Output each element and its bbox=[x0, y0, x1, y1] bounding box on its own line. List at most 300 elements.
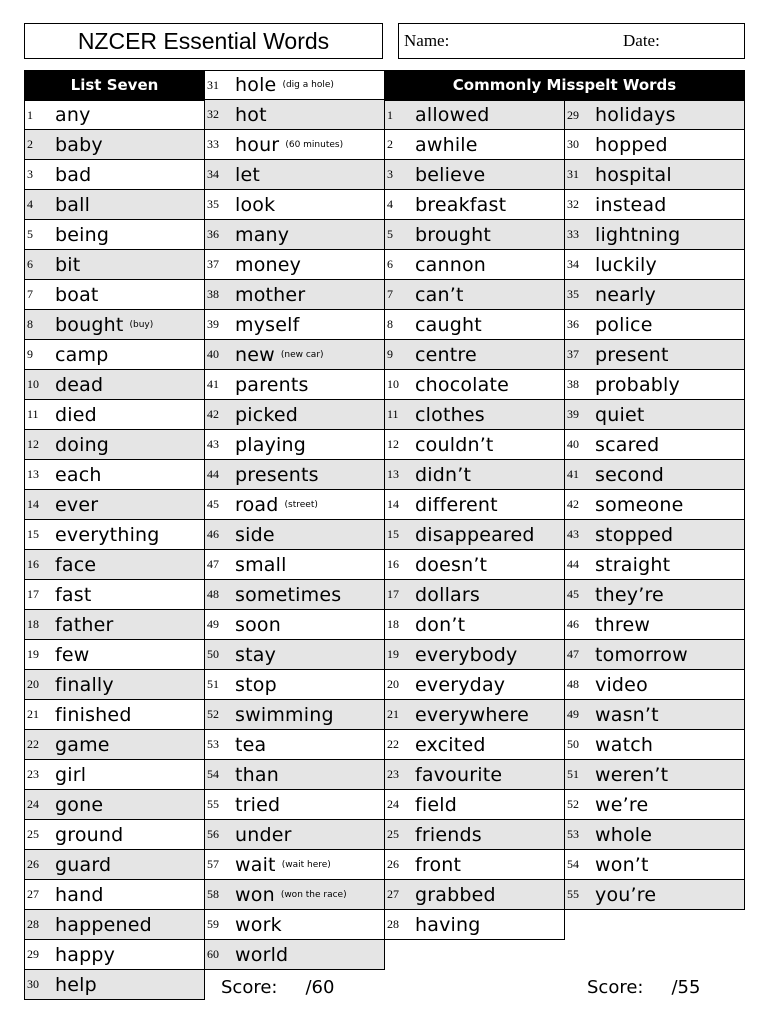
word-row bbox=[384, 760, 565, 790]
word-row bbox=[24, 760, 205, 790]
word-number: 10 bbox=[27, 377, 39, 391]
word-note: (street) bbox=[284, 499, 318, 510]
word-number: 40 bbox=[207, 347, 219, 361]
word-row bbox=[204, 730, 385, 760]
word-number: 17 bbox=[387, 587, 399, 601]
misspelt-heading: Commonly Misspelt Words bbox=[384, 70, 745, 100]
word-text: doing bbox=[55, 433, 110, 456]
word-number: 47 bbox=[567, 647, 579, 661]
word-number: 18 bbox=[27, 617, 39, 631]
word-row bbox=[564, 460, 745, 490]
word-text: everyday bbox=[415, 673, 506, 696]
word-row bbox=[24, 970, 205, 1000]
word-row bbox=[204, 820, 385, 850]
word-row bbox=[24, 490, 205, 520]
word-row bbox=[564, 790, 745, 820]
word-number: 49 bbox=[207, 617, 219, 631]
word-text: happened bbox=[55, 913, 152, 936]
word-row bbox=[564, 430, 745, 460]
word-row bbox=[384, 220, 565, 250]
word-number: 14 bbox=[27, 497, 39, 511]
word-number: 39 bbox=[207, 317, 219, 331]
word-row bbox=[24, 790, 205, 820]
word-text: sometimes bbox=[235, 583, 342, 606]
score-total: /60 bbox=[305, 977, 335, 998]
word-number: 51 bbox=[207, 677, 219, 691]
word-number: 37 bbox=[567, 347, 579, 361]
word-row bbox=[204, 70, 385, 100]
word-row bbox=[384, 670, 565, 700]
word-row bbox=[204, 220, 385, 250]
word-row bbox=[564, 550, 745, 580]
word-number: 40 bbox=[567, 437, 579, 451]
word-row bbox=[564, 730, 745, 760]
word-row bbox=[564, 250, 745, 280]
word-row bbox=[384, 610, 565, 640]
word-row bbox=[204, 790, 385, 820]
word-number: 17 bbox=[27, 587, 39, 601]
word-number: 7 bbox=[27, 287, 33, 301]
word-text: grabbed bbox=[415, 883, 496, 906]
word-number: 13 bbox=[387, 467, 399, 481]
list-seven-heading: List Seven bbox=[24, 70, 205, 100]
word-row bbox=[24, 550, 205, 580]
word-row bbox=[384, 250, 565, 280]
word-row bbox=[204, 160, 385, 190]
word-row bbox=[24, 340, 205, 370]
word-number: 59 bbox=[207, 917, 219, 931]
word-row bbox=[564, 310, 745, 340]
word-text: holidays bbox=[595, 104, 676, 126]
word-text: clothes bbox=[415, 403, 485, 426]
word-row bbox=[204, 610, 385, 640]
word-row bbox=[204, 460, 385, 490]
word-number: 21 bbox=[387, 707, 399, 721]
word-text: second bbox=[595, 463, 664, 486]
word-text: straight bbox=[595, 553, 671, 576]
word-row bbox=[384, 820, 565, 850]
word-number: 3 bbox=[387, 167, 393, 181]
word-row bbox=[564, 610, 745, 640]
word-row bbox=[384, 160, 565, 190]
word-text: picked bbox=[235, 403, 299, 426]
word-text: soon bbox=[235, 613, 281, 636]
word-row bbox=[564, 280, 745, 310]
word-row bbox=[24, 850, 205, 880]
word-text: face bbox=[55, 553, 97, 576]
word-number: 18 bbox=[387, 617, 399, 631]
word-number: 60 bbox=[207, 947, 219, 961]
word-text: field bbox=[415, 793, 457, 816]
word-number: 9 bbox=[27, 347, 33, 361]
word-text: stopped bbox=[595, 523, 674, 546]
word-number: 5 bbox=[27, 227, 33, 241]
word-text: world bbox=[235, 943, 289, 966]
word-row bbox=[24, 610, 205, 640]
word-text: swimming bbox=[235, 703, 334, 726]
page-title: NZCER Essential Words bbox=[24, 23, 383, 59]
word-text: money bbox=[235, 253, 302, 276]
word-text: died bbox=[55, 403, 97, 426]
word-number: 22 bbox=[387, 737, 399, 751]
word-row bbox=[24, 820, 205, 850]
word-number: 44 bbox=[207, 467, 219, 481]
word-row bbox=[564, 340, 745, 370]
word-text: hand bbox=[55, 883, 104, 906]
word-number: 45 bbox=[567, 587, 579, 601]
word-number: 47 bbox=[207, 557, 219, 571]
word-text: threw bbox=[595, 613, 651, 636]
word-row bbox=[204, 400, 385, 430]
word-row bbox=[564, 880, 745, 910]
word-number: 20 bbox=[387, 677, 399, 691]
word-number: 39 bbox=[567, 407, 579, 421]
word-note: (60 minutes) bbox=[285, 139, 344, 150]
word-number: 16 bbox=[387, 557, 399, 571]
word-text: fast bbox=[55, 583, 92, 606]
word-number: 55 bbox=[207, 797, 219, 811]
word-text: caught bbox=[415, 313, 482, 336]
word-text: believe bbox=[415, 163, 486, 186]
word-number: 48 bbox=[207, 587, 219, 601]
word-text: look bbox=[235, 193, 276, 216]
name-label: Name: bbox=[404, 31, 450, 50]
word-number: 49 bbox=[567, 707, 579, 721]
word-number: 15 bbox=[27, 527, 39, 541]
word-row bbox=[204, 520, 385, 550]
word-row bbox=[564, 580, 745, 610]
word-number: 23 bbox=[27, 767, 39, 781]
word-number: 10 bbox=[387, 377, 399, 391]
word-row bbox=[384, 280, 565, 310]
word-row bbox=[564, 640, 745, 670]
word-number: 34 bbox=[567, 257, 579, 271]
word-text: you’re bbox=[595, 883, 657, 906]
word-row bbox=[564, 520, 745, 550]
word-number: 25 bbox=[27, 827, 39, 841]
word-text: road bbox=[235, 493, 279, 516]
word-row bbox=[24, 670, 205, 700]
word-number: 24 bbox=[387, 797, 399, 811]
word-text: baby bbox=[55, 133, 103, 156]
word-text: than bbox=[235, 763, 279, 786]
word-row bbox=[564, 670, 745, 700]
score-total: /55 bbox=[671, 977, 701, 998]
word-row bbox=[384, 130, 565, 160]
word-number: 46 bbox=[207, 527, 219, 541]
word-number: 20 bbox=[27, 677, 39, 691]
word-row bbox=[384, 490, 565, 520]
word-number: 24 bbox=[27, 797, 39, 811]
word-text: let bbox=[235, 163, 261, 186]
word-row bbox=[24, 100, 205, 130]
word-row bbox=[384, 700, 565, 730]
word-text: help bbox=[55, 973, 97, 996]
word-number: 1 bbox=[27, 107, 33, 122]
word-number: 5 bbox=[387, 227, 393, 241]
word-text: ball bbox=[55, 193, 91, 216]
word-number: 56 bbox=[207, 827, 219, 841]
word-row bbox=[24, 700, 205, 730]
word-row bbox=[564, 700, 745, 730]
word-row bbox=[564, 760, 745, 790]
word-row bbox=[204, 100, 385, 130]
word-number: 48 bbox=[567, 677, 579, 691]
word-text: tea bbox=[235, 733, 267, 756]
word-text: tried bbox=[235, 793, 281, 816]
word-row bbox=[24, 910, 205, 940]
word-number: 3 bbox=[27, 167, 33, 181]
word-text: instead bbox=[595, 193, 667, 216]
word-row bbox=[384, 880, 565, 910]
word-text: camp bbox=[55, 343, 109, 366]
word-text: couldn’t bbox=[415, 433, 494, 456]
word-row bbox=[384, 190, 565, 220]
word-text: hour bbox=[235, 133, 280, 156]
word-row bbox=[384, 640, 565, 670]
word-row bbox=[384, 850, 565, 880]
word-row bbox=[204, 490, 385, 520]
word-row bbox=[204, 640, 385, 670]
word-row bbox=[204, 190, 385, 220]
misspelt-column-2 bbox=[564, 100, 745, 910]
score-label: Score: bbox=[587, 977, 644, 998]
word-row bbox=[564, 220, 745, 250]
word-text: probably bbox=[595, 373, 680, 396]
word-row bbox=[24, 730, 205, 760]
word-number: 34 bbox=[207, 167, 219, 181]
word-number: 31 bbox=[207, 77, 219, 92]
word-text: can’t bbox=[415, 283, 464, 306]
word-number: 26 bbox=[387, 857, 399, 871]
list-seven-column-1 bbox=[24, 70, 205, 1000]
word-text: present bbox=[595, 343, 669, 366]
word-text: video bbox=[595, 673, 648, 696]
word-row bbox=[384, 100, 565, 130]
word-text: hopped bbox=[595, 133, 668, 156]
misspelt-score bbox=[587, 977, 700, 998]
word-row bbox=[564, 820, 745, 850]
word-row bbox=[204, 850, 385, 880]
word-number: 55 bbox=[567, 887, 579, 901]
word-number: 9 bbox=[387, 347, 393, 361]
word-number: 33 bbox=[567, 227, 579, 241]
word-text: didn’t bbox=[415, 463, 472, 486]
word-row bbox=[24, 880, 205, 910]
word-number: 38 bbox=[207, 287, 219, 301]
word-row bbox=[384, 400, 565, 430]
word-row bbox=[24, 280, 205, 310]
word-number: 28 bbox=[27, 917, 39, 931]
word-row bbox=[24, 640, 205, 670]
word-number: 27 bbox=[27, 887, 39, 901]
word-number: 12 bbox=[387, 437, 399, 451]
word-text: parents bbox=[235, 373, 309, 396]
word-text: front bbox=[415, 853, 462, 876]
date-label: Date: bbox=[623, 31, 660, 50]
word-note: (wait here) bbox=[281, 859, 331, 870]
word-row bbox=[204, 940, 385, 970]
word-number: 43 bbox=[567, 527, 579, 541]
word-text: dead bbox=[55, 373, 104, 396]
word-number: 29 bbox=[567, 107, 579, 122]
word-number: 46 bbox=[567, 617, 579, 631]
word-text: hole bbox=[235, 74, 277, 96]
word-row bbox=[564, 490, 745, 520]
word-number: 16 bbox=[27, 557, 39, 571]
word-row bbox=[204, 280, 385, 310]
word-text: guard bbox=[55, 853, 112, 876]
word-number: 45 bbox=[207, 497, 219, 511]
word-text: different bbox=[415, 493, 498, 516]
word-number: 43 bbox=[207, 437, 219, 451]
word-text: someone bbox=[595, 493, 684, 516]
word-text: work bbox=[235, 913, 282, 936]
word-text: we’re bbox=[595, 793, 649, 816]
word-text: awhile bbox=[415, 133, 478, 156]
word-row bbox=[384, 340, 565, 370]
word-text: lightning bbox=[595, 223, 681, 246]
word-number: 25 bbox=[387, 827, 399, 841]
word-number: 53 bbox=[207, 737, 219, 751]
word-number: 42 bbox=[207, 407, 219, 421]
word-text: boat bbox=[55, 283, 99, 306]
word-text: few bbox=[55, 643, 90, 666]
word-number: 38 bbox=[567, 377, 579, 391]
score-label: Score: bbox=[221, 977, 278, 998]
word-number: 52 bbox=[567, 797, 579, 811]
word-number: 11 bbox=[387, 407, 399, 421]
word-number: 44 bbox=[567, 557, 579, 571]
word-row bbox=[24, 580, 205, 610]
word-row bbox=[24, 370, 205, 400]
word-row bbox=[564, 100, 745, 130]
word-text: won’t bbox=[595, 853, 649, 876]
word-row bbox=[384, 310, 565, 340]
word-text: being bbox=[55, 223, 110, 246]
word-text: ever bbox=[55, 493, 99, 516]
word-row bbox=[384, 370, 565, 400]
word-row bbox=[384, 580, 565, 610]
word-number: 30 bbox=[567, 137, 579, 151]
word-row bbox=[204, 340, 385, 370]
word-number: 57 bbox=[207, 857, 219, 871]
word-number: 31 bbox=[567, 167, 579, 181]
word-text: everywhere bbox=[415, 703, 530, 726]
word-row bbox=[204, 910, 385, 940]
word-number: 1 bbox=[387, 107, 393, 122]
word-note: (won the race) bbox=[280, 889, 347, 900]
word-number: 41 bbox=[207, 377, 219, 391]
word-text: finished bbox=[55, 703, 132, 726]
word-text: happy bbox=[55, 943, 116, 966]
word-row bbox=[384, 790, 565, 820]
word-number: 37 bbox=[207, 257, 219, 271]
word-text: hot bbox=[235, 103, 267, 126]
word-text: doesn’t bbox=[415, 553, 488, 576]
word-number: 53 bbox=[567, 827, 579, 841]
word-text: breakfast bbox=[415, 193, 507, 216]
word-text: don’t bbox=[415, 613, 466, 636]
word-row bbox=[384, 910, 565, 940]
word-text: many bbox=[235, 223, 290, 246]
word-number: 26 bbox=[27, 857, 39, 871]
word-number: 42 bbox=[567, 497, 579, 511]
word-text: playing bbox=[235, 433, 307, 456]
word-number: 15 bbox=[387, 527, 399, 541]
word-text: brought bbox=[415, 223, 492, 246]
word-row bbox=[564, 160, 745, 190]
word-text: nearly bbox=[595, 283, 656, 306]
word-text: police bbox=[595, 313, 653, 336]
word-row bbox=[24, 520, 205, 550]
word-row bbox=[24, 460, 205, 490]
word-text: new bbox=[235, 343, 275, 366]
word-text: girl bbox=[55, 763, 87, 786]
word-number: 23 bbox=[387, 767, 399, 781]
word-row bbox=[24, 220, 205, 250]
word-number: 19 bbox=[387, 647, 399, 661]
word-text: dollars bbox=[415, 583, 480, 606]
word-note: (new car) bbox=[280, 349, 324, 360]
word-row bbox=[24, 190, 205, 220]
word-text: weren’t bbox=[595, 763, 669, 786]
word-text: myself bbox=[235, 313, 300, 336]
word-text: bit bbox=[55, 253, 81, 276]
word-text: quiet bbox=[595, 403, 645, 426]
word-text: whole bbox=[595, 823, 653, 846]
word-number: 28 bbox=[387, 917, 399, 931]
word-number: 52 bbox=[207, 707, 219, 721]
word-number: 41 bbox=[567, 467, 579, 481]
word-number: 21 bbox=[27, 707, 39, 721]
word-text: father bbox=[55, 613, 114, 636]
word-text: disappeared bbox=[415, 523, 535, 546]
word-row bbox=[24, 310, 205, 340]
word-text: excited bbox=[415, 733, 486, 756]
word-number: 29 bbox=[27, 947, 39, 961]
word-text: everything bbox=[55, 523, 160, 546]
word-text: bought bbox=[55, 313, 124, 336]
name-date-box[interactable] bbox=[398, 23, 745, 59]
word-number: 35 bbox=[567, 287, 579, 301]
word-text: small bbox=[235, 553, 287, 576]
word-number: 8 bbox=[27, 317, 33, 331]
word-text: gone bbox=[55, 793, 104, 816]
word-row bbox=[204, 250, 385, 280]
word-number: 22 bbox=[27, 737, 39, 751]
word-row bbox=[204, 880, 385, 910]
word-text: hospital bbox=[595, 163, 672, 186]
list-seven-column-2 bbox=[204, 70, 385, 970]
word-text: under bbox=[235, 823, 292, 846]
word-row bbox=[384, 460, 565, 490]
word-row bbox=[24, 250, 205, 280]
word-number: 14 bbox=[387, 497, 399, 511]
word-number: 36 bbox=[207, 227, 219, 241]
word-text: stay bbox=[235, 643, 277, 666]
word-row bbox=[564, 850, 745, 880]
word-row bbox=[204, 670, 385, 700]
list-seven-score bbox=[221, 977, 334, 998]
word-text: centre bbox=[415, 343, 477, 366]
word-row bbox=[204, 130, 385, 160]
word-number: 4 bbox=[387, 197, 393, 211]
word-text: presents bbox=[235, 463, 319, 486]
word-number: 7 bbox=[387, 287, 393, 301]
word-row bbox=[384, 430, 565, 460]
word-row bbox=[24, 160, 205, 190]
